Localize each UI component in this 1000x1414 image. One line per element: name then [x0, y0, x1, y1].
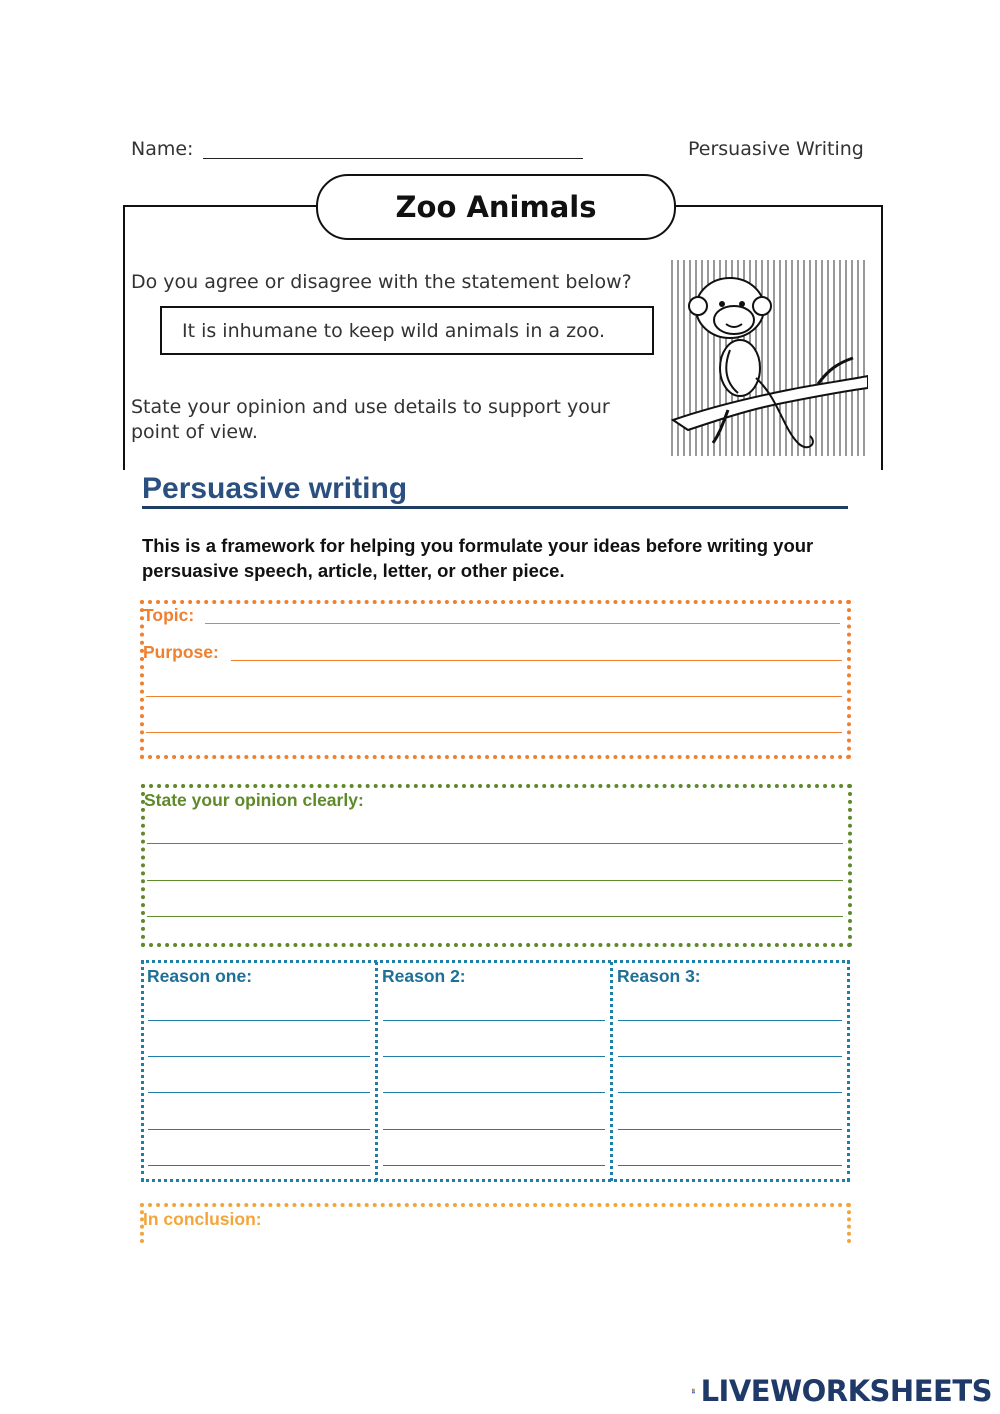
name-label: Name: — [131, 138, 194, 160]
reason-input-line[interactable] — [383, 1056, 605, 1057]
reasons-box — [141, 960, 850, 1182]
purpose-input-line[interactable] — [231, 660, 842, 661]
statement-box — [160, 306, 654, 355]
framework-heading: Persuasive writing — [142, 472, 408, 505]
name-input-line[interactable] — [203, 158, 583, 159]
document-type: Persuasive Writing — [688, 138, 864, 160]
reason-input-line[interactable] — [148, 1056, 370, 1057]
statement-text: It is inhumane to keep wild animals in a zoo. — [182, 319, 606, 342]
reason-three-label: Reason 3: — [617, 966, 701, 986]
liveworksheets-icon — [692, 1378, 697, 1404]
opinion-input-line[interactable] — [147, 916, 843, 917]
opinion-input-line[interactable] — [147, 880, 843, 881]
purpose-input-line[interactable] — [146, 696, 842, 697]
liveworksheets-logo — [692, 1376, 992, 1406]
reason-two-label: Reason 2: — [382, 966, 466, 986]
purpose-input-line[interactable] — [146, 732, 842, 733]
monkey-in-cage-illustration — [668, 258, 868, 458]
reason-input-line[interactable] — [148, 1020, 370, 1021]
brand-name: LIVEWORKSHEETS — [700, 1374, 992, 1408]
reasons-divider — [375, 962, 378, 1181]
reason-one-label: Reason one: — [147, 966, 253, 986]
reason-input-line[interactable] — [618, 1020, 842, 1021]
conclusion-label: In conclusion: — [143, 1209, 262, 1229]
topic-input-line[interactable] — [205, 623, 840, 624]
topic-label: Topic: — [143, 605, 195, 625]
opinion-input-line[interactable] — [147, 843, 843, 844]
opinion-label: State your opinion clearly: — [144, 790, 364, 810]
reasons-divider — [610, 962, 613, 1181]
reason-input-line[interactable] — [148, 1092, 370, 1093]
purpose-label: Purpose: — [143, 642, 219, 662]
reason-input-line[interactable] — [618, 1092, 842, 1093]
reason-input-line[interactable] — [148, 1165, 370, 1166]
reason-input-line[interactable] — [148, 1129, 370, 1130]
heading-rule — [142, 506, 848, 509]
reason-input-line[interactable] — [618, 1056, 842, 1057]
reason-input-line[interactable] — [618, 1129, 842, 1130]
reason-input-line[interactable] — [383, 1165, 605, 1166]
worksheet-title: Zoo Animals — [316, 174, 676, 240]
reason-input-line[interactable] — [383, 1020, 605, 1021]
reason-input-line[interactable] — [383, 1092, 605, 1093]
reason-input-line[interactable] — [383, 1129, 605, 1130]
prompt-question: Do you agree or disagree with the statement below? — [131, 271, 632, 293]
prompt-instruction: State your opinion and use details to support your point of view. — [131, 396, 610, 443]
reason-input-line[interactable] — [618, 1165, 842, 1166]
framework-intro: This is a framework for helping you formulate your ideas before writing your persuasive speech, article, letter, or other piece. — [142, 535, 814, 581]
